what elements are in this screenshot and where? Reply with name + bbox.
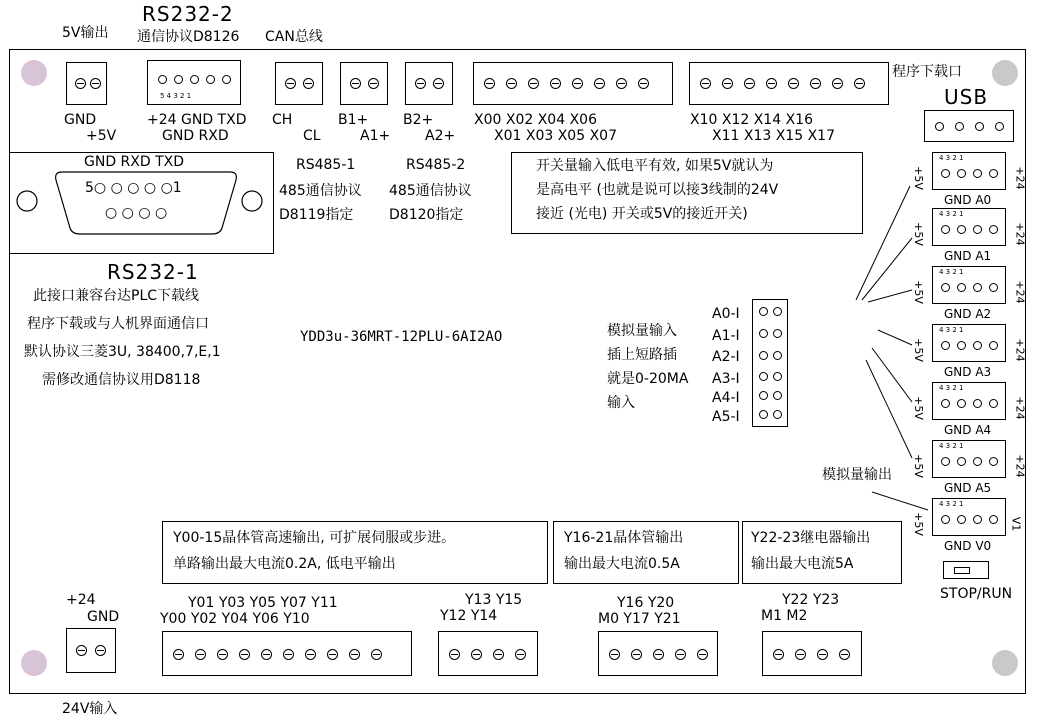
note-switch-line-1: 开关量输入低电平有效, 如果5V就认为 <box>536 158 774 174</box>
pin-numbers: 4 3 2 1 <box>939 210 964 218</box>
screw <box>631 649 642 660</box>
terminal-m1-y23 <box>762 631 862 676</box>
pin <box>989 225 998 234</box>
note-y22-line-2: 输出最大电流5A <box>751 556 854 572</box>
connector-body <box>932 324 1006 362</box>
label-usb: USB <box>944 85 989 109</box>
jumper-label-a3: A3-I <box>712 371 740 387</box>
label-left-5v: +5V <box>911 280 925 304</box>
label-x-even-1: X00 X02 X04 X06 <box>474 112 597 128</box>
label-24-gnd-txd: +24 GND TXD <box>147 112 247 128</box>
label-gnd-bottom: GND <box>87 609 120 625</box>
screw <box>773 649 784 660</box>
jumper-label-a2: A2-I <box>712 349 740 365</box>
note-y22-line-1: Y22-23继电器输出 <box>751 530 871 546</box>
screw <box>173 649 184 660</box>
pin <box>957 283 966 292</box>
label-y22-y23: Y22 Y23 <box>782 592 840 608</box>
pin-numbers: 4 3 2 1 <box>939 268 964 276</box>
pin <box>973 341 982 350</box>
pin <box>973 457 982 466</box>
label-24v-input: 24V输入 <box>62 701 118 717</box>
label-right-24: +24 <box>1013 280 1027 304</box>
screw <box>195 649 206 660</box>
label-gnd: GND <box>64 112 97 128</box>
screw <box>305 649 316 660</box>
screw <box>349 649 360 660</box>
screw <box>817 649 828 660</box>
pin <box>957 457 966 466</box>
label-rs232-1-title: RS232-1 <box>107 260 199 284</box>
label-bottom: GND A1 <box>944 249 992 263</box>
note-y00-line-2: 单路输出最大电流0.2A, 低电平输出 <box>173 556 396 572</box>
analog-connector-a3 <box>910 324 1026 380</box>
label-right-24: +24 <box>1013 454 1027 478</box>
db9-pin-row-top: 5○ ○ ○ ○ ○1 <box>85 180 182 196</box>
pin <box>973 515 982 524</box>
label-rs232-1-desc-3: 默认协议三菱3U, 38400,7,E,1 <box>24 344 221 360</box>
label-rs232-2-title: RS232-2 <box>142 2 234 26</box>
label-x-odd-2: X11 X13 X15 X17 <box>712 128 835 144</box>
screw <box>76 645 87 656</box>
switch-knob <box>954 567 970 574</box>
screw <box>653 649 664 660</box>
pin <box>957 341 966 350</box>
label-y12-y14: Y12 Y14 <box>440 608 498 624</box>
note-y00-y15 <box>162 521 548 584</box>
db9-pin-row-bottom: ○ ○ ○ ○ <box>105 205 168 221</box>
note-y22-y23 <box>742 521 902 584</box>
label-bottom: GND A2 <box>944 307 992 321</box>
label-stop-run: STOP/RUN <box>940 586 1013 602</box>
label-y-even: Y00 Y02 Y04 Y06 Y10 <box>160 611 310 627</box>
pin <box>989 457 998 466</box>
label-right-24: +24 <box>1013 338 1027 362</box>
label-rs485-2-line-2: D8120指定 <box>389 207 464 223</box>
label-m0-y17-y21: M0 Y17 Y21 <box>598 611 681 627</box>
screw <box>697 649 708 660</box>
label-analog-in-2: 插上短路插 <box>607 347 677 363</box>
pin-numbers: 4 3 2 1 <box>939 442 964 450</box>
label-plus5v: +5V <box>86 128 117 144</box>
label-bottom: GND A0 <box>944 193 992 207</box>
screw <box>675 649 686 660</box>
label-plus24: +24 <box>66 592 96 608</box>
label-db9-signals: GND RXD TXD <box>84 154 185 170</box>
terminal-24v-input <box>66 628 116 673</box>
pin <box>973 225 982 234</box>
note-y16-line-1: Y16-21晶体管输出 <box>564 530 684 546</box>
label-bottom: GND A3 <box>944 365 992 379</box>
pin <box>941 457 950 466</box>
pin <box>957 225 966 234</box>
label-bottom: GND A4 <box>944 423 992 437</box>
stop-run-switch[interactable] <box>943 561 989 579</box>
screw <box>95 645 106 656</box>
screw <box>493 649 504 660</box>
note-switch-line-2: 是高电平 (也就是说可以接3线制的24V <box>536 182 779 198</box>
pin <box>973 283 982 292</box>
label-rs232-2-protocol: 通信协议D8126 <box>137 29 240 45</box>
label-rs485-1-title: RS485-1 <box>296 157 356 173</box>
label-rs232-1-desc-2: 程序下载或与人机界面通信口 <box>27 316 209 332</box>
analog-connector-a4 <box>910 382 1026 438</box>
label-y-odd: Y01 Y03 Y05 Y07 Y11 <box>188 595 338 611</box>
note-y00-line-1: Y00-15晶体管高速输出, 可扩展伺服或步进。 <box>173 530 456 546</box>
pin-numbers: 4 3 2 1 <box>939 154 964 162</box>
label-analog-in-3: 就是0-20MA <box>607 371 689 387</box>
terminal-m0-y21 <box>598 631 718 676</box>
label-analog-in-1: 模拟量输入 <box>607 323 677 339</box>
terminal-y12-y15 <box>438 631 538 676</box>
label-analog-in-4: 输入 <box>607 395 635 411</box>
label-x-odd-1: X01 X03 X05 X07 <box>494 128 617 144</box>
label-left-5v: +5V <box>911 338 925 362</box>
pin <box>989 515 998 524</box>
connector-body <box>932 498 1006 536</box>
label-ch: CH <box>272 112 293 128</box>
analog-connector-a1 <box>910 208 1026 264</box>
label-analog-output: 模拟量输出 <box>822 467 892 483</box>
pin <box>957 515 966 524</box>
jumper-label-a4: A4-I <box>712 390 740 406</box>
analog-connector-a0 <box>910 152 1026 208</box>
connector-body <box>932 440 1006 478</box>
screw <box>217 649 228 660</box>
pin <box>941 225 950 234</box>
analog-connector-v0 <box>910 498 1026 554</box>
label-bottom: GND A5 <box>944 481 992 495</box>
label-a2-plus: A2+ <box>425 128 456 144</box>
label-left-5v: +5V <box>911 222 925 246</box>
note-switch-line-3: 接近 (光电) 开关或5V的接近开关) <box>536 206 748 222</box>
label-rs232-1-desc-4: 需修改通信协议用D8118 <box>42 372 201 388</box>
label-rs232-1-desc-1: 此接口兼容台达PLC下载线 <box>33 288 200 304</box>
pin <box>941 283 950 292</box>
label-5v-output: 5V输出 <box>62 25 109 41</box>
label-y13-y15: Y13 Y15 <box>465 592 523 608</box>
label-left-5v: +5V <box>911 396 925 420</box>
screw <box>839 649 850 660</box>
label-rs485-1-line-2: D8119指定 <box>279 207 354 223</box>
label-cl: CL <box>303 128 321 144</box>
jumper-label-a5: A5-I <box>712 409 740 425</box>
label-right-24: +24 <box>1013 166 1027 190</box>
connector-body <box>932 208 1006 246</box>
screw <box>795 649 806 660</box>
analog-connector-a2 <box>910 266 1026 322</box>
screw <box>449 649 460 660</box>
screw <box>371 649 382 660</box>
label-right-24: +24 <box>1013 222 1027 246</box>
label-m1-m2: M1 M2 <box>761 608 808 624</box>
pin <box>941 169 950 178</box>
label-x-even-2: X10 X12 X14 X16 <box>690 112 813 128</box>
label-y16-y20: Y16 Y20 <box>617 595 675 611</box>
label-rs485-1-line-1: 485通信协议 <box>279 183 362 199</box>
label-rs485-2-line-1: 485通信协议 <box>389 183 472 199</box>
screw <box>471 649 482 660</box>
pin-numbers: 4 3 2 1 <box>939 500 964 508</box>
pin <box>941 341 950 350</box>
pin-numbers: 4 3 2 1 <box>939 326 964 334</box>
screw <box>261 649 272 660</box>
pin <box>989 169 998 178</box>
pin <box>973 399 982 408</box>
analog-connector-a5 <box>910 440 1026 496</box>
pin <box>989 399 998 408</box>
label-left-5v: +5V <box>911 512 925 536</box>
label-gnd-rxd: GND RXD <box>162 128 229 144</box>
label-rs485-2-title: RS485-2 <box>406 157 466 173</box>
jumper-label-a0: A0-I <box>712 306 740 322</box>
pin-numbers: 5 4 3 2 1 <box>160 92 192 100</box>
note-y16-y21 <box>553 521 739 584</box>
screw <box>327 649 338 660</box>
screw <box>515 649 526 660</box>
label-can-bus: CAN总线 <box>265 29 323 45</box>
label-right-24: +24 <box>1013 396 1027 420</box>
connector-body <box>932 266 1006 304</box>
terminal-y00-y11 <box>162 631 412 676</box>
pin <box>957 399 966 408</box>
pin <box>941 515 950 524</box>
label-model: YDD3u-36MRT-12PLU-6AI2AO <box>300 329 503 345</box>
label-download-port: 程序下载口 <box>892 64 962 80</box>
label-right-v1: V1 <box>1009 516 1023 532</box>
label-b2-plus: B2+ <box>403 112 434 128</box>
label-b1-plus: B1+ <box>338 112 369 128</box>
screw <box>239 649 250 660</box>
label-left-5v: +5V <box>911 454 925 478</box>
label-left-5v: +5V <box>911 166 925 190</box>
pin <box>989 283 998 292</box>
pin <box>941 399 950 408</box>
connector-body <box>932 152 1006 190</box>
pin-numbers: 4 3 2 1 <box>939 384 964 392</box>
screw <box>283 649 294 660</box>
pin <box>973 169 982 178</box>
pin <box>957 169 966 178</box>
connector-body <box>932 382 1006 420</box>
pin <box>989 341 998 350</box>
jumper-label-a1: A1-I <box>712 328 740 344</box>
screw <box>609 649 620 660</box>
label-bottom: GND V0 <box>944 539 992 553</box>
label-a1-plus: A1+ <box>360 128 391 144</box>
note-y16-line-2: 输出最大电流0.5A <box>564 556 680 572</box>
